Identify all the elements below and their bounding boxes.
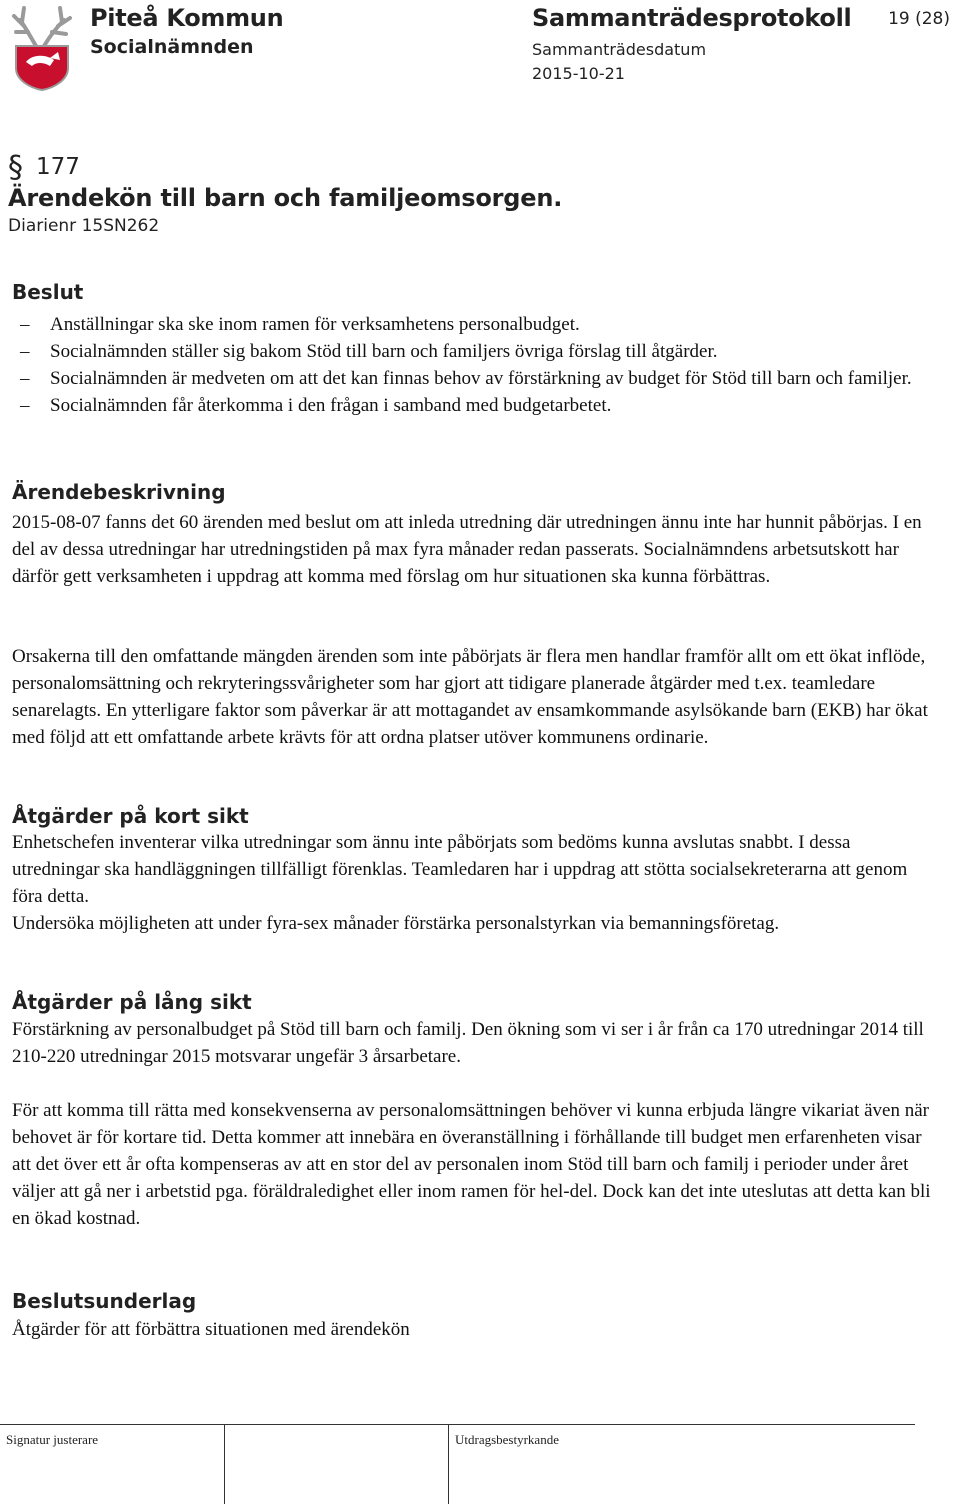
- paragraph-number: 177: [36, 154, 80, 180]
- beslut-item: – Socialnämnden är medveten om att det kan finnas behov av förstärkning av budget för Stöd till barn och familjer.: [12, 365, 912, 392]
- beslut-item: – Socialnämnden får återkomma i den frågan i samband med budgetarbetet.: [12, 392, 912, 419]
- lang-sikt-heading: Åtgärder på lång sikt: [12, 990, 252, 1014]
- lang-sikt-text-2: För att komma till rätta med konsekvenserna av personalomsättningen behöver vi kunna erbjuda längre vikariat även när behovet är för kortare tid. Detta kommer att innebära en överanställning i förhållande till budget men erfarenheten visar att det över ett år ofta kompenseras av att en stor del av personalen inom Stöd till barn och familj i perioder under året väljer att gå ner i arbetstid pga. föräldraledighet eller inom ramen för hel-del. Dock kan det inte uteslutas att detta kan bli en ökad kostnad.: [12, 1100, 931, 1229]
- arendebeskrivning-heading: Ärendebeskrivning: [12, 480, 226, 504]
- arendebeskrivning-text-1: 2015-08-07 fanns det 60 ärenden med beslut om att inleda utredning där utredningen ännu inte har hunnit påbörjas. I en del av dessa utredningar har utredningstiden på max fyra månader redan passerats. Socialnämndens arbetsutskott har därför gett verksamheten i uppdrag att komma med förslag om hur situationen ska kunna förbättras.: [12, 512, 922, 587]
- signature-footer: [0, 1424, 915, 1504]
- beslutsunderlag-text: Åtgärder för att förbättra situationen med ärendekön: [12, 1319, 410, 1340]
- lang-sikt-text-1: Förstärkning av personalbudget på Stöd till barn och familj. Den ökning som vi ser i år från ca 170 utredningar 2014 till 210-220 utredningar 2015 motsvarar ungefär 3 årsarbetare.: [12, 1019, 924, 1067]
- signatur-justerare-label: Signatur justerare: [6, 1432, 99, 1447]
- utdragsbestyrkande-cell: [449, 1425, 915, 1504]
- org-name: Piteå Kommun: [90, 4, 284, 32]
- diarienummer: Diarienr 15SN262: [8, 216, 160, 236]
- beslutsunderlag-heading: Beslutsunderlag: [12, 1289, 197, 1313]
- reindeer-coat-of-arms-icon: [6, 2, 78, 92]
- signature-blank-cell: [225, 1425, 449, 1504]
- department-name: Socialnämnden: [90, 36, 254, 58]
- dash-bullet: –: [20, 368, 30, 389]
- kort-sikt-text: Enhetschefen inventerar vilka utredningar som ännu inte påbörjats som bedöms kunna avslutas snabbt. I dessa utredningar ska handläggningen tillfälligt förenklas. Teamledaren har i uppdrag att stötta socialsekreterarna att genom föra detta. Undersöka möjligheten att under fyra-sex månader förstärka personalstyrkan via bemanningsföretag.: [12, 832, 908, 934]
- beslut-list: [12, 311, 912, 419]
- beslut-item: – Anställningar ska ske inom ramen för verksamhetens personalbudget.: [12, 311, 912, 338]
- document-title: Sammanträdesprotokoll: [532, 4, 852, 32]
- item-title: Ärendekön till barn och familjeomsorgen.: [8, 184, 563, 212]
- signatur-justerare-cell: [0, 1425, 225, 1504]
- kort-sikt-heading: Åtgärder på kort sikt: [12, 804, 249, 828]
- dash-bullet: –: [20, 341, 30, 362]
- arendebeskrivning-text-2: Orsakerna till den omfattande mängden ärenden som inte påbörjats är flera men handlar framför allt om ett ökat inflöde, personalomsättning och rekryteringssvårigheter som har gjort att tidigare planerade åtgärder med t.ex. teamledare senarelagts. En ytterligare faktor som påverkar är att mottagandet av ensamkommande asylsökande barn (EKB) har ökat med följd att ett omfattande arbete krävts för att ordna platser utöver kommunens ordinarie.: [12, 646, 928, 748]
- beslut-item: – Socialnämnden ställer sig bakom Stöd till barn och familjers övriga förslag till åtgärder.: [12, 338, 912, 365]
- paragraph-sign: §: [8, 150, 23, 185]
- dash-bullet: –: [20, 314, 30, 335]
- meeting-date: 2015-10-21: [532, 64, 625, 83]
- utdragsbestyrkande-label: Utdragsbestyrkande: [455, 1432, 559, 1447]
- page-number: 19 (28): [888, 9, 950, 29]
- dash-bullet: –: [20, 395, 30, 416]
- beslut-heading: Beslut: [12, 280, 84, 304]
- date-label: Sammanträdesdatum: [532, 40, 707, 59]
